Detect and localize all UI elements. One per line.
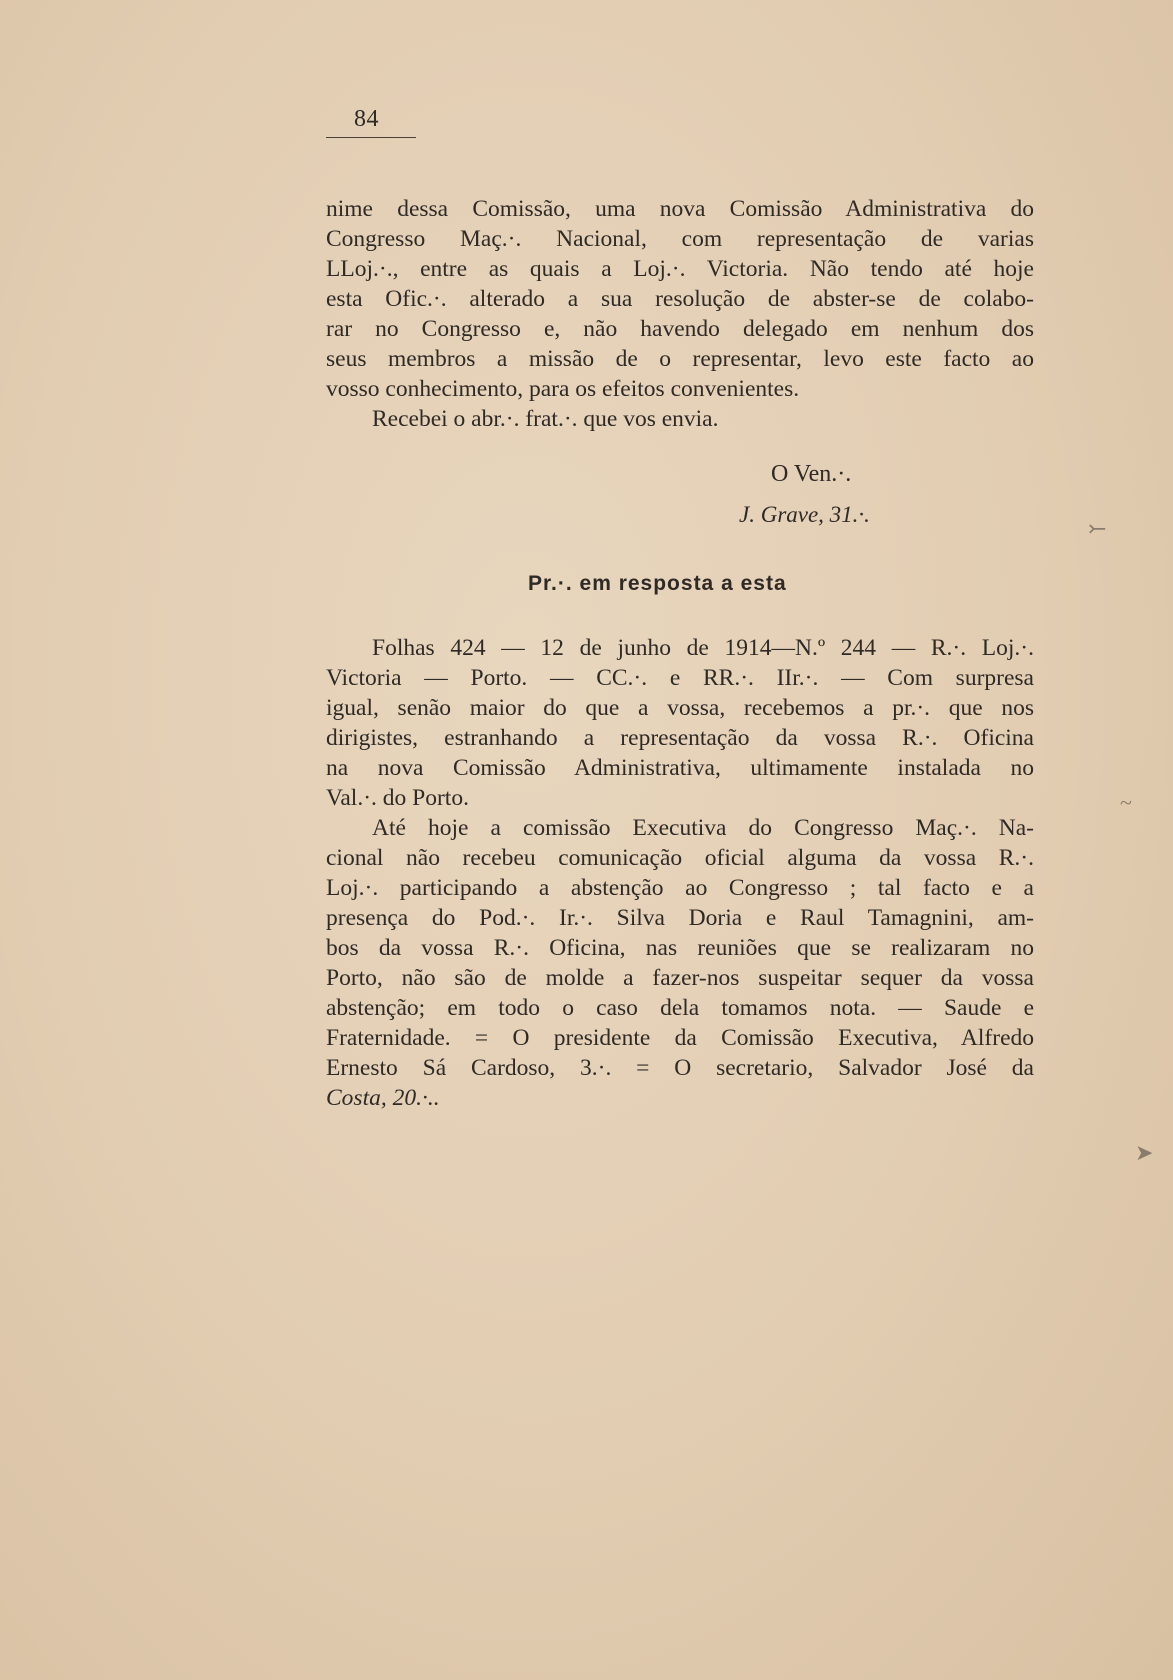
reply-paragraph <box>326 633 1034 813</box>
text-line: Fraternidade. = O presidente da Comissão Executiva, Alfredo <box>326 1025 1034 1051</box>
text-line: vosso conhecimento, para os efeitos convenientes. <box>326 376 800 402</box>
margin-mark: ⤚ <box>1088 516 1107 541</box>
margin-mark: ➤ <box>1135 1140 1154 1165</box>
text-line: bos da vossa R.·. Oficina, nas reuniões que se realizaram no <box>326 935 1034 961</box>
text-line: seus membros a missão de o representar, levo este facto ao <box>326 346 1034 372</box>
reply-paragraph-2 <box>326 813 1034 1113</box>
text-line: LLoj.·., entre as quais a Loj.·. Victoria. Não tendo até hoje <box>326 256 1034 282</box>
signature-name: J. Grave, 31.·. <box>739 502 870 527</box>
text-line: Val.·. do Porto. <box>326 785 469 811</box>
text-line: Victoria — Porto. — CC.·. e RR.·. IIr.·. — Com surpresa <box>326 665 1034 691</box>
text-line: Até hoje a comissão Executiva do Congresso Maç.·. Na- <box>372 815 1034 841</box>
margin-mark: ~ <box>1120 790 1132 815</box>
text-line: esta Ofic.·. alterado a sua resolução de abster-se de colabo- <box>326 286 1034 312</box>
text-line: Porto, não são de molde a fazer-nos suspeitar sequer da vossa <box>326 965 1034 991</box>
text-line: rar no Congresso e, não havendo delegado em nenhum dos <box>326 316 1034 342</box>
text-line: Costa, 20.·.. <box>326 1085 440 1111</box>
text-line: cional não recebeu comunicação oficial alguma da vossa R.·. <box>326 845 1034 871</box>
text-line: abstenção; em todo o caso dela tomamos nota. — Saude e <box>326 995 1034 1021</box>
page-number: 84 <box>326 106 416 138</box>
signature-title: O Ven.·. <box>771 461 852 487</box>
letter-paragraph <box>326 194 1034 434</box>
text-line: dirigistes, estranhando a representação da vossa R.·. Oficina <box>326 725 1034 751</box>
text-line: presença do Pod.·. Ir.·. Silva Doria e Raul Tamagnini, am- <box>326 905 1034 931</box>
text-line: Congresso Maç.·. Nacional, com representação de varias <box>326 226 1034 252</box>
reply-heading: Pr.·. em resposta a esta <box>528 572 787 595</box>
text-line: Recebei o abr.·. frat.·. que vos envia. <box>372 406 719 432</box>
text-line: nime dessa Comissão, uma nova Comissão Administrativa do <box>326 196 1034 222</box>
text-line: Loj.·. participando a abstenção ao Congresso ; tal facto e a <box>326 875 1034 901</box>
text-line: Folhas 424 — 12 de junho de 1914—N.º 244 — R.·. Loj.·. <box>372 635 1034 661</box>
text-line: igual, senão maior do que a vossa, recebemos a pr.·. que nos <box>326 695 1034 721</box>
text-line: na nova Comissão Administrativa, ultimamente instalada no <box>326 755 1034 781</box>
text-line: Ernesto Sá Cardoso, 3.·. = O secretario, Salvador José da <box>326 1055 1034 1081</box>
